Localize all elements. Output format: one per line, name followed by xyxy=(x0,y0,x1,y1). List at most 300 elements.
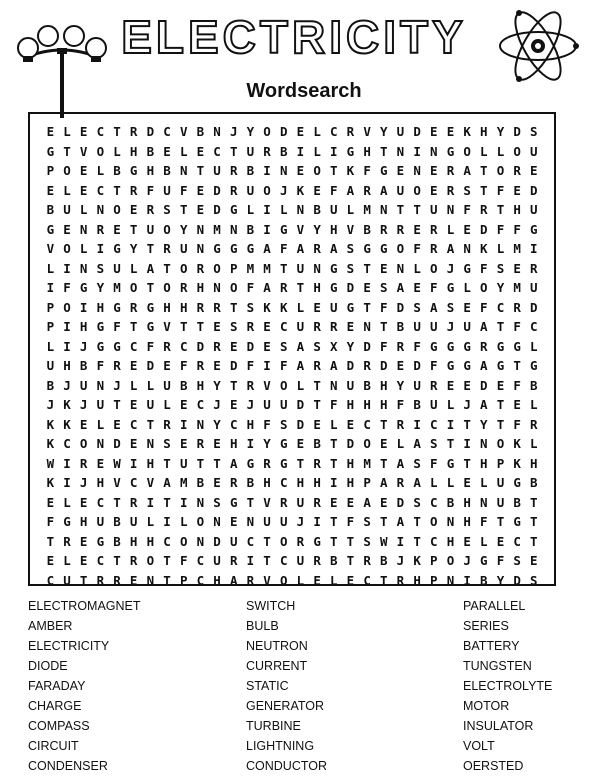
grid-letter: L xyxy=(246,202,255,217)
grid-letter: G xyxy=(129,163,138,178)
grid-letter: I xyxy=(329,143,338,159)
grid-letter: C xyxy=(279,553,288,568)
grid-letter: U xyxy=(229,533,238,549)
grid-letter: K xyxy=(63,397,71,412)
grid-letter: L xyxy=(296,299,305,315)
grid-letter: E xyxy=(463,475,471,490)
grid-letter: I xyxy=(46,280,55,295)
grid-letter: R xyxy=(396,338,405,354)
grid-letter: A xyxy=(380,182,388,198)
grid-row xyxy=(36,337,548,357)
word-item: CHARGE xyxy=(28,699,82,713)
grid-letter: G xyxy=(446,358,455,373)
grid-letter: K xyxy=(46,416,55,432)
grid-letter: T xyxy=(196,319,205,334)
grid-letter: G xyxy=(363,241,371,256)
grid-letter: G xyxy=(513,338,521,354)
grid-letter: B xyxy=(113,163,121,178)
grid-letter: Y xyxy=(179,221,188,237)
grid-letter: A xyxy=(329,358,338,373)
grid-letter: M xyxy=(263,260,271,276)
grid-letter: T xyxy=(380,143,388,159)
grid-letter: J xyxy=(79,475,88,490)
grid-letter: C xyxy=(196,553,205,568)
grid-letter: R xyxy=(113,358,121,373)
grid-letter: O xyxy=(129,280,138,295)
grid-letter: R xyxy=(446,163,455,178)
grid-letter: R xyxy=(430,221,438,237)
grid-letter: B xyxy=(313,436,321,451)
grid-letter: C xyxy=(430,416,438,432)
grid-letter: H xyxy=(79,514,88,529)
grid-letter: D xyxy=(296,416,305,432)
grid-letter: L xyxy=(530,397,538,412)
grid-letter: D xyxy=(513,124,521,139)
grid-letter: I xyxy=(179,416,188,432)
grid-letter: C xyxy=(513,533,521,549)
grid-letter: J xyxy=(446,260,455,276)
grid-letter: E xyxy=(213,319,221,334)
word-item: BULB xyxy=(246,619,279,633)
grid-row xyxy=(36,200,548,220)
grid-letter: N xyxy=(246,514,255,529)
grid-letter: E xyxy=(463,377,471,393)
grid-letter: F xyxy=(513,319,521,334)
grid-letter: K xyxy=(513,455,521,471)
grid-letter: S xyxy=(380,280,388,295)
grid-letter: K xyxy=(463,124,471,139)
grid-letter: G xyxy=(46,221,55,237)
grid-letter: R xyxy=(229,553,238,568)
grid-letter: A xyxy=(263,241,271,256)
grid-letter: O xyxy=(480,280,488,295)
grid-row xyxy=(36,278,548,298)
grid-letter: B xyxy=(363,377,371,393)
grid-letter: T xyxy=(380,416,388,432)
grid-letter: E xyxy=(396,358,405,373)
grid-letter: G xyxy=(346,143,355,159)
grid-letter: D xyxy=(530,299,538,315)
grid-letter: E xyxy=(79,416,88,432)
grid-letter: P xyxy=(496,455,505,471)
grid-letter: B xyxy=(79,358,88,373)
grid-letter: F xyxy=(146,182,155,198)
grid-letter: U xyxy=(530,143,538,159)
grid-letter: N xyxy=(213,514,221,529)
grid-letter: A xyxy=(413,436,421,451)
grid-letter: I xyxy=(329,475,338,490)
grid-letter: S xyxy=(346,260,355,276)
grid-letter: I xyxy=(263,202,271,217)
grid-letter: Y xyxy=(496,124,505,139)
grid-letter: G xyxy=(313,533,321,549)
grid-letter: T xyxy=(346,533,355,549)
grid-letter: E xyxy=(463,221,471,237)
grid-letter: Y xyxy=(263,436,271,451)
grid-letter: H xyxy=(146,455,155,471)
grid-letter: R xyxy=(229,163,238,178)
grid-letter: U xyxy=(63,572,71,588)
grid-letter: H xyxy=(163,299,171,315)
grid-letter: G xyxy=(96,533,105,549)
grid-letter: E xyxy=(79,553,88,568)
grid-letter: T xyxy=(229,143,238,159)
grid-letter: R xyxy=(396,475,405,490)
grid-letter: T xyxy=(496,397,505,412)
grid-letter: G xyxy=(480,553,488,568)
grid-letter: H xyxy=(246,416,255,432)
grid-letter: W xyxy=(46,455,55,471)
grid-letter: G xyxy=(329,260,338,276)
grid-letter: E xyxy=(296,124,305,139)
grid-letter: I xyxy=(463,572,471,588)
grid-letter: R xyxy=(513,299,521,315)
grid-letter: R xyxy=(129,299,138,315)
grid-letter: H xyxy=(480,455,488,471)
grid-letter: S xyxy=(530,572,538,588)
grid-letter: L xyxy=(313,124,321,139)
grid-letter: G xyxy=(146,319,155,334)
grid-letter: N xyxy=(396,143,405,159)
grid-letter: C xyxy=(229,416,238,432)
grid-letter: D xyxy=(279,124,288,139)
grid-letter: U xyxy=(413,377,421,393)
grid-letter: B xyxy=(380,553,388,568)
grid-letter: B xyxy=(480,572,488,588)
grid-letter: S xyxy=(430,436,438,451)
grid-letter: O xyxy=(146,553,155,568)
grid-letter: H xyxy=(179,299,188,315)
grid-letter: A xyxy=(396,455,405,471)
grid-letter: U xyxy=(296,494,305,510)
grid-letter: U xyxy=(263,514,271,529)
grid-letter: C xyxy=(163,533,171,549)
grid-letter: R xyxy=(79,455,88,471)
grid-letter: T xyxy=(496,202,505,217)
grid-letter: T xyxy=(329,455,338,471)
grid-letter: O xyxy=(179,533,188,549)
grid-letter: T xyxy=(196,163,205,178)
grid-letter: E xyxy=(79,124,88,139)
grid-letter: O xyxy=(430,514,438,529)
grid-letter: L xyxy=(413,260,421,276)
grid-letter: F xyxy=(279,358,288,373)
grid-letter: T xyxy=(279,260,288,276)
grid-letter: H xyxy=(380,397,388,412)
grid-letter: R xyxy=(313,241,321,256)
grid-letter: U xyxy=(279,397,288,412)
grid-letter: L xyxy=(530,436,538,451)
grid-letter: G xyxy=(513,475,521,490)
grid-letter: F xyxy=(96,358,105,373)
grid-letter: H xyxy=(146,533,155,549)
grid-letter: U xyxy=(263,397,271,412)
grid-row xyxy=(36,395,548,415)
grid-letter: L xyxy=(279,202,288,217)
grid-letter: O xyxy=(413,182,421,198)
grid-letter: Y xyxy=(313,221,321,237)
grid-letter: I xyxy=(263,163,271,178)
grid-letter: O xyxy=(446,553,455,568)
grid-letter: E xyxy=(79,163,88,178)
word-list xyxy=(0,596,608,776)
grid-letter: M xyxy=(363,202,371,217)
grid-letter: O xyxy=(263,124,271,139)
grid-letter: U xyxy=(430,397,438,412)
grid-letter: Y xyxy=(480,416,488,432)
grid-letter: E xyxy=(513,182,521,198)
grid-letter: E xyxy=(380,494,388,510)
grid-letter: N xyxy=(213,124,221,139)
grid-letter: T xyxy=(296,455,305,471)
grid-letter: T xyxy=(79,572,88,588)
grid-letter: R xyxy=(129,553,138,568)
grid-letter: R xyxy=(146,202,155,217)
grid-letter: H xyxy=(96,299,105,315)
grid-letter: E xyxy=(229,514,238,529)
grid-letter: B xyxy=(163,163,171,178)
grid-letter: E xyxy=(263,319,271,334)
grid-letter: N xyxy=(96,436,105,451)
grid-letter: A xyxy=(346,182,355,198)
street-lamp-icon xyxy=(14,22,110,118)
grid-letter: F xyxy=(430,455,438,471)
grid-letter: K xyxy=(46,436,55,451)
grid-letter: S xyxy=(346,241,355,256)
grid-letter: G xyxy=(329,280,338,295)
grid-letter: S xyxy=(463,182,471,198)
grid-letter: T xyxy=(496,514,505,529)
grid-letter: E xyxy=(179,397,188,412)
grid-letter: P xyxy=(46,319,55,334)
grid-letter: L xyxy=(480,143,488,159)
grid-letter: R xyxy=(446,182,455,198)
grid-letter: T xyxy=(179,319,188,334)
grid-letter: B xyxy=(46,377,55,393)
grid-letter: O xyxy=(229,280,238,295)
grid-letter: R xyxy=(129,494,138,510)
grid-letter: N xyxy=(96,377,105,393)
word-item: LIGHTNING xyxy=(246,739,315,753)
grid-letter: Y xyxy=(246,124,255,139)
grid-row xyxy=(36,551,548,571)
grid-letter: E xyxy=(363,280,371,295)
grid-letter: T xyxy=(329,514,338,529)
grid-letter: U xyxy=(296,553,305,568)
grid-letter: T xyxy=(113,553,121,568)
grid-letter: R xyxy=(530,416,538,432)
grid-letter: T xyxy=(263,553,271,568)
grid-letter: R xyxy=(213,299,221,315)
grid-letter: O xyxy=(63,241,71,256)
grid-letter: C xyxy=(96,124,105,139)
grid-letter: T xyxy=(513,358,521,373)
grid-letter: J xyxy=(396,553,405,568)
grid-letter: U xyxy=(96,514,105,529)
word-item: BATTERY xyxy=(463,639,520,653)
grid-letter: H xyxy=(363,143,371,159)
grid-letter: Y xyxy=(213,416,221,432)
grid-letter: I xyxy=(463,436,471,451)
word-item: COMPASS xyxy=(28,719,90,733)
grid-letter: E xyxy=(413,280,421,295)
grid-letter: T xyxy=(63,143,71,159)
grid-letter: G xyxy=(246,455,255,471)
grid-letter: T xyxy=(313,397,321,412)
grid-letter: F xyxy=(380,299,388,315)
grid-letter: J xyxy=(246,397,255,412)
grid-letter: I xyxy=(179,494,188,510)
word-item: CIRCUIT xyxy=(28,739,79,753)
grid-letter: R xyxy=(313,553,321,568)
grid-letter: B xyxy=(146,143,155,159)
grid-letter: E xyxy=(129,397,138,412)
grid-letter: U xyxy=(296,260,305,276)
grid-letter: C xyxy=(279,319,288,334)
grid-letter: V xyxy=(263,377,271,393)
grid-letter: N xyxy=(446,514,455,529)
grid-letter: G xyxy=(279,436,288,451)
grid-letter: R xyxy=(179,280,188,295)
grid-letter: Y xyxy=(213,377,221,393)
grid-letter: O xyxy=(513,143,521,159)
grid-letter: I xyxy=(79,299,88,315)
grid-letter: T xyxy=(163,260,171,276)
grid-letter: E xyxy=(263,338,271,354)
grid-letter: U xyxy=(463,319,471,334)
grid-letter: E xyxy=(196,143,205,159)
grid-letter: L xyxy=(46,338,55,354)
grid-letter: T xyxy=(463,455,471,471)
word-item: STATIC xyxy=(246,679,289,693)
word-item: PARALLEL xyxy=(463,599,526,613)
grid-letter: Y xyxy=(346,338,355,354)
grid-letter: I xyxy=(63,260,71,276)
grid-letter: N xyxy=(413,163,421,178)
grid-letter: G xyxy=(146,299,155,315)
grid-letter: G xyxy=(113,338,121,354)
grid-letter: O xyxy=(496,436,505,451)
grid-letter: T xyxy=(480,182,488,198)
grid-letter: N xyxy=(296,202,305,217)
grid-letter: B xyxy=(279,143,288,159)
grid-row xyxy=(36,298,548,318)
grid-letter: H xyxy=(380,377,388,393)
grid-letter: M xyxy=(363,455,371,471)
grid-letter: L xyxy=(113,143,121,159)
grid-letter: R xyxy=(96,221,105,237)
grid-letter: R xyxy=(129,124,138,139)
grid-letter: V xyxy=(46,241,55,256)
grid-letter: R xyxy=(63,533,71,549)
grid-letter: R xyxy=(246,319,255,334)
grid-letter: R xyxy=(396,416,405,432)
grid-letter: F xyxy=(496,553,505,568)
grid-letter: R xyxy=(513,163,521,178)
grid-letter: E xyxy=(213,436,221,451)
grid-letter: T xyxy=(163,494,171,510)
grid-row xyxy=(36,493,548,513)
grid-letter: U xyxy=(213,553,221,568)
grid-letter: V xyxy=(163,319,171,334)
grid-letter: L xyxy=(46,260,55,276)
grid-letter: T xyxy=(496,416,505,432)
grid-letter: H xyxy=(213,572,221,588)
grid-letter: E xyxy=(163,358,171,373)
grid-letter: G xyxy=(446,338,455,354)
grid-letter: A xyxy=(413,475,421,490)
grid-letter: R xyxy=(246,572,255,588)
grid-letter: O xyxy=(363,436,371,451)
grid-letter: L xyxy=(179,143,188,159)
word-item: NEUTRON xyxy=(246,639,308,653)
grid-letter: E xyxy=(446,124,455,139)
grid-letter: T xyxy=(413,202,421,217)
grid-letter: R xyxy=(363,358,371,373)
grid-letter: I xyxy=(396,533,405,549)
grid-letter: T xyxy=(380,455,388,471)
grid-letter: T xyxy=(213,455,221,471)
grid-letter: L xyxy=(430,475,438,490)
grid-letter: T xyxy=(530,494,538,510)
grid-letter: F xyxy=(496,182,505,198)
grid-letter: N xyxy=(279,163,288,178)
grid-letter: C xyxy=(430,533,438,549)
grid-letter: T xyxy=(46,533,55,549)
grid-letter: G xyxy=(446,143,455,159)
grid-letter: R xyxy=(480,338,488,354)
grid-letter: K xyxy=(63,416,71,432)
grid-letter: D xyxy=(213,202,221,217)
grid-letter: D xyxy=(213,182,221,198)
grid-letter: T xyxy=(530,514,538,529)
grid-letter: D xyxy=(246,338,255,354)
grid-letter: E xyxy=(79,494,88,510)
grid-letter: J xyxy=(463,397,471,412)
grid-letter: U xyxy=(96,397,105,412)
grid-letter: F xyxy=(396,397,405,412)
grid-letter: B xyxy=(196,124,205,139)
grid-letter: V xyxy=(263,572,271,588)
grid-letter: U xyxy=(496,494,505,510)
grid-letter: B xyxy=(246,221,255,237)
grid-letter: H xyxy=(196,377,205,393)
grid-letter: U xyxy=(179,455,188,471)
grid-letter: C xyxy=(196,572,205,588)
grid-letter: N xyxy=(196,494,205,510)
grid-letter: A xyxy=(363,494,371,510)
grid-letter: L xyxy=(96,416,105,432)
grid-letter: B xyxy=(113,533,121,549)
grid-letter: T xyxy=(329,163,338,178)
grid-letter: C xyxy=(129,416,138,432)
grid-letter: U xyxy=(146,397,155,412)
grid-letter: R xyxy=(530,260,538,276)
grid-letter: F xyxy=(430,358,438,373)
grid-letter: T xyxy=(329,533,338,549)
grid-letter: T xyxy=(530,533,538,549)
grid-letter: T xyxy=(363,299,371,315)
grid-letter: B xyxy=(363,221,371,237)
grid-letter: N xyxy=(196,416,205,432)
grid-letter: R xyxy=(313,494,321,510)
grid-letter: U xyxy=(213,163,221,178)
grid-letter: G xyxy=(63,514,71,529)
grid-letter: L xyxy=(63,553,71,568)
grid-row xyxy=(36,454,548,474)
word-item: AMBER xyxy=(28,619,73,633)
grid-letter: N xyxy=(96,202,105,217)
